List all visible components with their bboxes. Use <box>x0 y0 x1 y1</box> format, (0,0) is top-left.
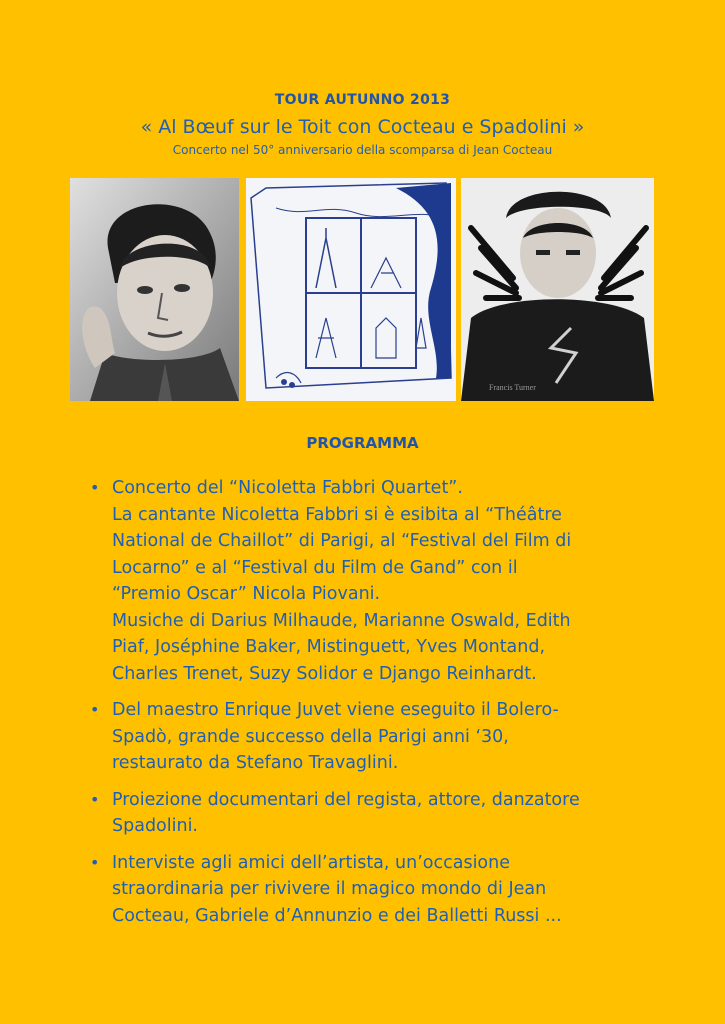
item-line: “Premio Oscar” Nicola Piovani. <box>112 584 381 604</box>
tour-label: TOUR AUTUNNO 2013 <box>274 92 451 108</box>
item-line: Musiche di Darius Milhaude, Marianne Oswald, Edith <box>112 610 571 631</box>
list-item <box>88 850 658 930</box>
item-line: La cantante Nicoletta Fabbri si è esibita al “Théâtre <box>112 504 562 525</box>
page-subtitle: Concerto nel 50° anniversario della scomparsa di Jean Cocteau <box>172 143 553 157</box>
list-item <box>88 475 658 687</box>
list-item <box>88 697 658 777</box>
photo-signature: Francis Turner <box>489 383 536 392</box>
portrait-photo-spadolini <box>461 178 654 401</box>
page-title: « Al Bœuf sur le Toit con Cocteau e Spadolini » <box>140 116 585 138</box>
bullet: • <box>90 700 100 719</box>
photo-strip <box>70 178 654 401</box>
item-line: Concerto del “Nicoletta Fabbri Quartet”. <box>112 478 463 498</box>
bullet: • <box>90 852 100 872</box>
portrait-photo-cocteau <box>70 178 239 401</box>
item-line: straordinaria per rivivere il magico mondo di Jean <box>112 879 547 899</box>
item-line: Del maestro Enrique Juvet viene eseguito il Bolero- <box>112 700 559 720</box>
programme-heading: PROGRAMMA <box>306 434 419 452</box>
item-line: Proiezione documentari del regista, attore, danzatore <box>112 789 580 810</box>
item-line: Locarno” e al “Festival du Film de Gand” con il <box>112 557 518 578</box>
item-line: Charles Trenet, Suzy Solidor e Django Reinhardt. <box>112 663 537 684</box>
item-line: Piaf, Joséphine Baker, Mistinguett, Yves Montand, <box>112 637 546 657</box>
item-line: Spadò, grande successo della Parigi anni ‘30, <box>112 726 509 747</box>
item-line: National de Chaillot” di Parigi, al “Festival del Film di <box>112 531 572 551</box>
window-drawing <box>246 178 456 401</box>
list-item <box>88 787 658 840</box>
programme-list <box>88 475 658 939</box>
bullet: • <box>90 789 100 809</box>
bullet: • <box>90 478 100 497</box>
item-line: Cocteau, Gabriele d’Annunzio e dei Balletti Russi ... <box>112 905 562 926</box>
item-line: Spadolini. <box>112 816 198 836</box>
item-line: restaurato da Stefano Travaglini. <box>112 753 399 773</box>
item-line: Interviste agli amici dell’artista, un’occasione <box>112 852 510 873</box>
